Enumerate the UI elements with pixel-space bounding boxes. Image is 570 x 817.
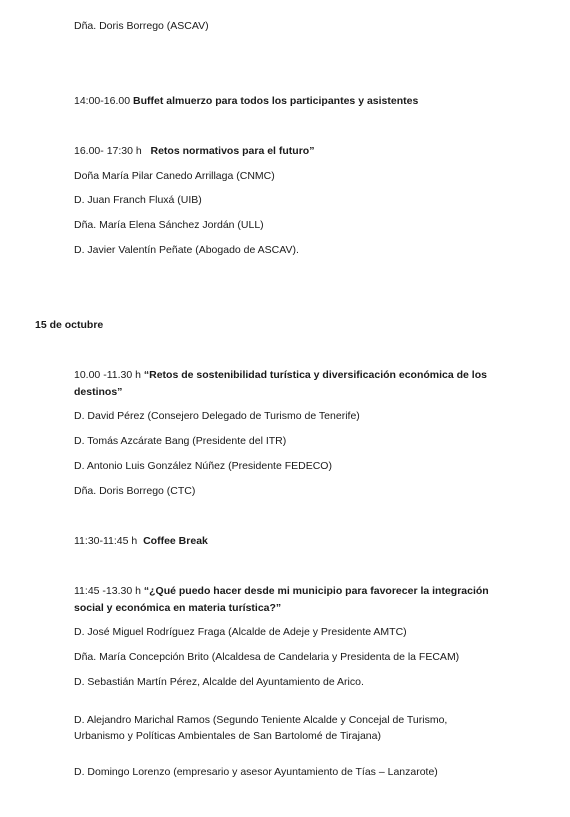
session-title: Buffet almuerzo para todos los participantes y asistentes [132, 95, 419, 107]
speaker-line: Dña. Doris Borrego (CTC) [74, 485, 196, 497]
session-time: 11:45 -13.30 h [74, 585, 141, 597]
session-municipio [74, 585, 489, 598]
speaker-line: D. José Miguel Rodríguez Fraga (Alcalde de Adeje y Presidente AMTC) [74, 626, 407, 638]
speaker-line: D. Sebastián Martín Pérez, Alcalde del Ayuntamiento de Arico. [74, 676, 364, 688]
session-title-cont [74, 386, 122, 399]
session-title: destinos” [74, 386, 123, 398]
speaker-line: D. Tomás Azcárate Bang (Presidente del ITR) [74, 435, 287, 447]
speaker-line: Doña María Pilar Canedo Arrillaga (CNMC) [74, 170, 275, 182]
session-time: 11:30-11:45 h [74, 535, 138, 547]
session-buffet [74, 95, 418, 108]
speaker-line: D. Alejandro Marichal Ramos (Segundo Teniente Alcalde y Concejal de Turismo, [74, 714, 448, 726]
session-time: 16.00- 17:30 h [74, 145, 142, 157]
speaker-line-cont: Urbanismo y Políticas Ambientales de San Bartolomé de Tirajana) [74, 730, 381, 742]
session-time: 14:00-16.00 [74, 95, 131, 107]
session-title: social y económica en materia turística?” [74, 602, 282, 614]
speaker-line: Dña. María Concepción Brito (Alcaldesa de Candelaria y Presidenta de la FECAM) [74, 651, 460, 663]
session-title-cont [74, 602, 281, 615]
speaker-line: D. Domingo Lorenzo (empresario y asesor Ayuntamiento de Tías – Lanzarote) [74, 766, 438, 778]
session-title: “¿Qué puedo hacer desde mi municipio para favorecer la integración [143, 585, 489, 597]
session-time: 10.00 -11.30 h [74, 369, 141, 381]
speaker-line: Dña. María Elena Sánchez Jordán (ULL) [74, 219, 264, 231]
speaker-line: D. Javier Valentín Peñate (Abogado de ASCAV). [74, 244, 299, 256]
session-coffee [74, 535, 208, 548]
day-heading: 15 de octubre [35, 319, 104, 331]
speaker-line: D. Juan Franch Fluxá (UIB) [74, 194, 202, 206]
speaker-line: D. Antonio Luis González Núñez (Presidente FEDECO) [74, 460, 332, 472]
speaker-line: D. David Pérez (Consejero Delegado de Turismo de Tenerife) [74, 410, 360, 422]
session-retos-normativos [74, 145, 314, 158]
session-title: Coffee Break [143, 535, 208, 547]
speaker-line: Dña. Doris Borrego (ASCAV) [74, 20, 209, 32]
session-title: Retos normativos para el futuro” [150, 145, 315, 157]
session-sostenibilidad [74, 369, 487, 382]
session-title: “Retos de sostenibilidad turística y diversificación económica de los [143, 369, 487, 381]
